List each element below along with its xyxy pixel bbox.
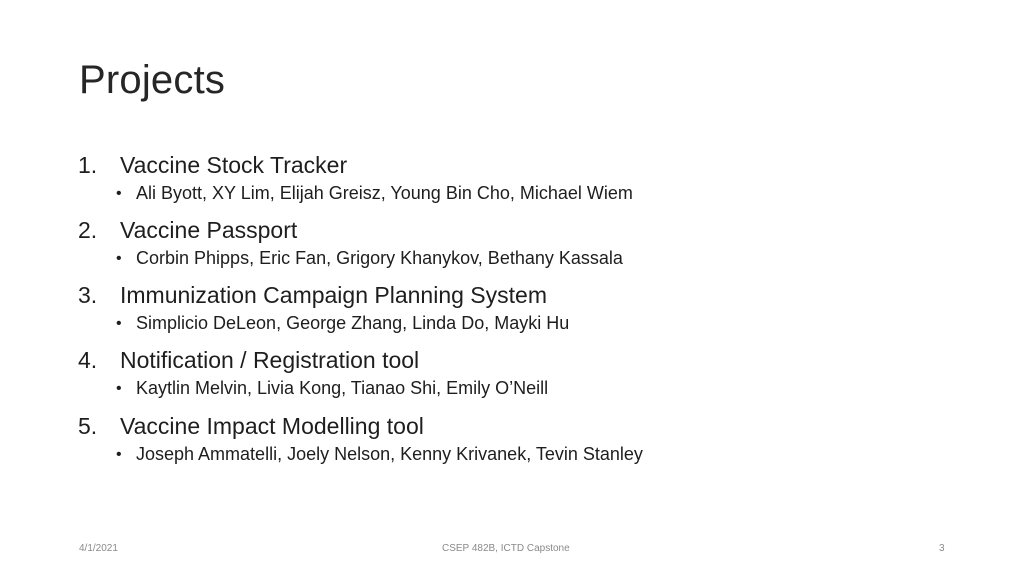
bullet-icon: • — [116, 185, 122, 202]
bullet-icon: • — [116, 446, 122, 463]
project-members — [116, 378, 548, 399]
footer-course: CSEP 482B, ICTD Capstone — [442, 543, 570, 554]
project-name: Notification / Registration tool — [120, 347, 420, 373]
project-number: 5. — [78, 413, 98, 439]
project-members — [116, 444, 643, 465]
project-members — [116, 248, 623, 269]
project-heading — [78, 282, 547, 309]
members-text: Simplicio DeLeon, George Zhang, Linda Do, Mayki Hu — [136, 313, 570, 333]
members-text: Ali Byott, XY Lim, Elijah Greisz, Young Bin Cho, Michael Wiem — [136, 183, 633, 203]
project-heading — [78, 347, 419, 374]
project-heading — [78, 152, 347, 179]
project-members — [116, 183, 633, 204]
footer-page-number: 3 — [939, 543, 945, 554]
project-name: Vaccine Impact Modelling tool — [120, 413, 424, 439]
project-number: 3. — [78, 282, 98, 308]
project-members — [116, 313, 569, 334]
project-number: 1. — [78, 152, 98, 178]
project-number: 2. — [78, 217, 98, 243]
footer-date: 4/1/2021 — [79, 543, 118, 554]
project-name: Vaccine Passport — [120, 217, 298, 243]
members-text: Corbin Phipps, Eric Fan, Grigory Khanykov, Bethany Kassala — [136, 248, 623, 268]
members-text: Kaytlin Melvin, Livia Kong, Tianao Shi, Emily O’Neill — [136, 378, 549, 398]
slide-title: Projects — [79, 58, 226, 102]
project-name: Vaccine Stock Tracker — [120, 152, 348, 178]
project-heading — [78, 413, 424, 440]
bullet-icon: • — [116, 250, 122, 267]
project-number: 4. — [78, 347, 98, 373]
members-text: Joseph Ammatelli, Joely Nelson, Kenny Krivanek, Tevin Stanley — [136, 444, 643, 464]
project-heading — [78, 217, 297, 244]
bullet-icon: • — [116, 315, 122, 332]
bullet-icon: • — [116, 380, 122, 397]
project-name: Immunization Campaign Planning System — [120, 282, 547, 308]
